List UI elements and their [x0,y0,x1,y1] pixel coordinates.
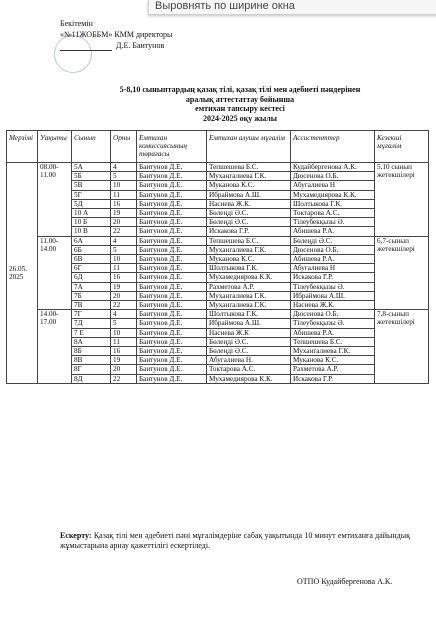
chair-cell: Баитунов Д.Е. [137,245,207,254]
chair-cell: Баитунов Д.Е. [137,347,207,356]
assistant-cell: Рахметова А.Р. [291,365,375,374]
document-title [90,85,390,123]
chair-cell: Баитунов Д.Е. [137,218,207,227]
place-cell: 10 [111,255,137,264]
align-window-tooltip: Выровнять по ширине окна [148,0,436,15]
duty-cell: 6,7-сынып жетекшілері [375,236,429,310]
teacher-cell: Токтарова А.С. [207,365,291,374]
duty-cell: 5,10 сынып жетекшілері [375,163,429,237]
place-cell: 16 [111,199,137,208]
header-date: Мерзімі [7,131,38,163]
place-cell: 19 [111,209,137,218]
teacher-cell: Мухангалиева Г.К. [207,291,291,300]
header-teacher: Емтихан алушы мұғалім [207,131,291,163]
place-cell: 19 [111,282,137,291]
class-cell: 6В [72,255,111,264]
assistant-cell: Тепшешева Б.С. [291,337,375,346]
teacher-cell: Мухамедиярова К.К. [207,273,291,282]
approval-block [60,18,172,51]
teacher-cell: Тепшешева Б.С. [207,236,291,245]
chair-cell: Баитунов Д.Е. [137,227,207,236]
place-cell: 4 [111,236,137,245]
class-cell: 8А [72,337,111,346]
title-line-1: 5-8,10 сыныптардың қазақ тілі, қазақ тілі мен әдебиеті пәндерінен [119,85,361,94]
teacher-cell: Бөлеңді Ә.С. [207,209,291,218]
time-cell: 11.00-14.00 [38,236,72,310]
approval-position: «№11ЖОББМ» КММ директоры [60,30,173,39]
title-line-4: 2024-2025 оқу жылы [202,113,278,123]
place-cell: 16 [111,273,137,282]
teacher-cell: Абугалиева Н. [207,356,291,365]
teacher-cell: Мухамедиярова К.К. [207,374,291,383]
chair-cell: Баитунов Д.Е. [137,356,207,365]
place-cell: 11 [111,190,137,199]
assistant-cell: Ибраймова А.Ш. [291,291,375,300]
header-duty: Кезекші мұғалім [375,131,429,163]
teacher-cell: Муканова К.С. [207,181,291,190]
place-cell: 11 [111,337,137,346]
place-cell: 19 [111,356,137,365]
class-cell: 10 В [72,227,111,236]
teacher-cell: Мухангалиева Г.К. [207,172,291,181]
chair-cell: Баитунов Д.Е. [137,181,207,190]
class-cell: 8Б [72,347,111,356]
assistant-cell: Насиева Ж.К. [291,301,375,310]
teacher-cell: Бөлеңді Ә.С. [207,347,291,356]
class-cell: 7Д [72,319,111,328]
assistant-cell: Токтарова А.С. [291,209,375,218]
chair-cell: Баитунов Д.Е. [137,264,207,273]
approval-heading: Бекітемін [60,19,93,28]
chair-cell: Баитунов Д.Е. [137,199,207,208]
class-cell: 8Г [72,365,111,374]
chair-cell: Баитунов Д.Е. [137,301,207,310]
chair-cell: Баитунов Д.Е. [137,236,207,245]
assistant-cell: Мухангалиева Г.К. [291,347,375,356]
class-cell: 5Д [72,199,111,208]
place-cell: 16 [111,347,137,356]
teacher-cell: Мухангалиева Г.К. [207,301,291,310]
assistant-cell: Абугалиева Н [291,181,375,190]
chair-cell: Баитунов Д.Е. [137,190,207,199]
class-cell: 10 А [72,209,111,218]
assistant-cell: Абишева Р.А. [291,255,375,264]
place-cell: 11 [111,264,137,273]
place-cell: 22 [111,227,137,236]
assistant-cell: Шолтыкова Г.К. [291,199,375,208]
assistant-cell: Тілеубекқызы Ә. [291,319,375,328]
header-chair: Емтихан комиссиясының төрағасы [137,131,207,163]
approval-signer: Д.Е. Баитунов [116,41,165,50]
chair-cell: Баитунов Д.Е. [137,328,207,337]
footer-signature: ОТПО Кудайбергенова А.К. [297,577,393,586]
teacher-cell: Бөлеңді Ә.С. [207,218,291,227]
header-place: Орны [111,131,137,163]
chair-cell: Баитунов Д.Е. [137,273,207,282]
table-row [7,310,429,319]
teacher-cell: Муканова К.С. [207,255,291,264]
class-cell: 7Б [72,291,111,300]
teacher-cell: Ибраймова А.Ш. [207,190,291,199]
table-row [7,163,429,172]
date-cell: 26.05. 2025 [7,163,38,384]
place-cell: 10 [111,328,137,337]
place-cell: 20 [111,291,137,300]
class-cell: 7Г [72,310,111,319]
place-cell: 20 [111,218,137,227]
assistant-cell: Дюсенова О.Б. [291,245,375,254]
place-cell: 5 [111,172,137,181]
assistant-cell: Тілеубекқызы Ә. [291,218,375,227]
assistant-cell: Мухамедиярова К.К. [291,190,375,199]
chair-cell: Баитунов Д.Е. [137,172,207,181]
time-cell: 08.00-11.00 [38,163,72,237]
place-cell: 22 [111,301,137,310]
place-cell: 10 [111,181,137,190]
chair-cell: Баитунов Д.Е. [137,163,207,172]
teacher-cell: Ибраймова А.Ш. [207,319,291,328]
teacher-cell: Насиева Ж.К. [207,199,291,208]
class-cell: 8Д [72,374,111,383]
teacher-cell: Насиева Ж.К [207,328,291,337]
place-cell: 22 [111,374,137,383]
stamp-mark [54,35,92,73]
assistant-cell: Тілеубекқызы Ә. [291,282,375,291]
approval-signature-line [60,40,172,51]
note [60,531,410,551]
place-cell: 20 [111,365,137,374]
assistant-cell: Муканова К.С. [291,356,375,365]
exam-schedule-table [6,130,429,384]
assistant-cell: Дюсенова О.Б. [291,310,375,319]
assistant-cell: Абишева Р.А. [291,227,375,236]
chair-cell: Баитунов Д.Е. [137,319,207,328]
class-cell: 6Г [72,264,111,273]
title-line-2: аралық аттестаттау бойынша [185,94,295,104]
chair-cell: Баитунов Д.Е. [137,282,207,291]
teacher-cell: Искакова Г.Р. [207,227,291,236]
schedule-body [7,163,429,384]
assistant-cell: Бөлеңді Ә.С. [291,236,375,245]
teacher-cell: Мухангалиева Г.К. [207,245,291,254]
class-cell: 7В [72,301,111,310]
assistant-cell: Искакова Г.Р. [291,374,375,383]
assistant-cell: Дюсенова О.Б. [291,172,375,181]
class-cell: 10 Б [72,218,111,227]
class-cell: 5А [72,163,111,172]
class-cell: 7А [72,282,111,291]
class-cell: 6Б [72,245,111,254]
assistant-cell: Кудайбергенова А.К. [291,163,375,172]
table-row [7,236,429,245]
title-line-3: емтихан тапсыру кестесі [195,104,285,113]
header-class: Сынып [72,131,111,163]
chair-cell: Баитунов Д.Е. [137,255,207,264]
class-cell: 8В [72,356,111,365]
class-cell: 5Г [72,190,111,199]
chair-cell: Баитунов Д.Е. [137,310,207,319]
note-label: Ескерту: [60,531,92,540]
class-cell: 7 Е [72,328,111,337]
chair-cell: Баитунов Д.Е. [137,209,207,218]
chair-cell: Баитунов Д.Е. [137,365,207,374]
assistant-cell: Абишева Р.А. [291,328,375,337]
header-row [7,131,429,163]
class-cell: 6Д [72,273,111,282]
header-assistant: Ассистенттер [291,131,375,163]
place-cell: 4 [111,310,137,319]
signature-mark [60,41,112,51]
teacher-cell: Рахметова А.Р. [207,282,291,291]
assistant-cell: Искакова Г.Р. [291,273,375,282]
note-text: Қазақ тілі мен әдебиеті пәні мұғалімдеріне сабақ уақытында 10 минут емтиханға дайындық жұмыстарына арнау қажеттілігі ескертіледі. [60,531,410,550]
header-time: Уақыты [38,131,72,163]
class-cell: 5В [72,181,111,190]
teacher-cell: Бөлеңді Ә.С. [207,337,291,346]
duty-cell: 7,8-сынып жетекшілері [375,310,429,384]
assistant-cell: Абугалиева Н [291,264,375,273]
class-cell: 6А [72,236,111,245]
class-cell: 5Б [72,172,111,181]
time-cell: 14.00-17.00 [38,310,72,384]
chair-cell: Баитунов Д.Е. [137,374,207,383]
teacher-cell: Шолтыкова Г.К. [207,264,291,273]
teacher-cell: Тепшешева Б.С. [207,163,291,172]
place-cell: 5 [111,245,137,254]
place-cell: 4 [111,163,137,172]
chair-cell: Баитунов Д.Е. [137,337,207,346]
chair-cell: Баитунов Д.Е. [137,291,207,300]
teacher-cell: Шолтыкова Г.К. [207,310,291,319]
place-cell: 5 [111,319,137,328]
